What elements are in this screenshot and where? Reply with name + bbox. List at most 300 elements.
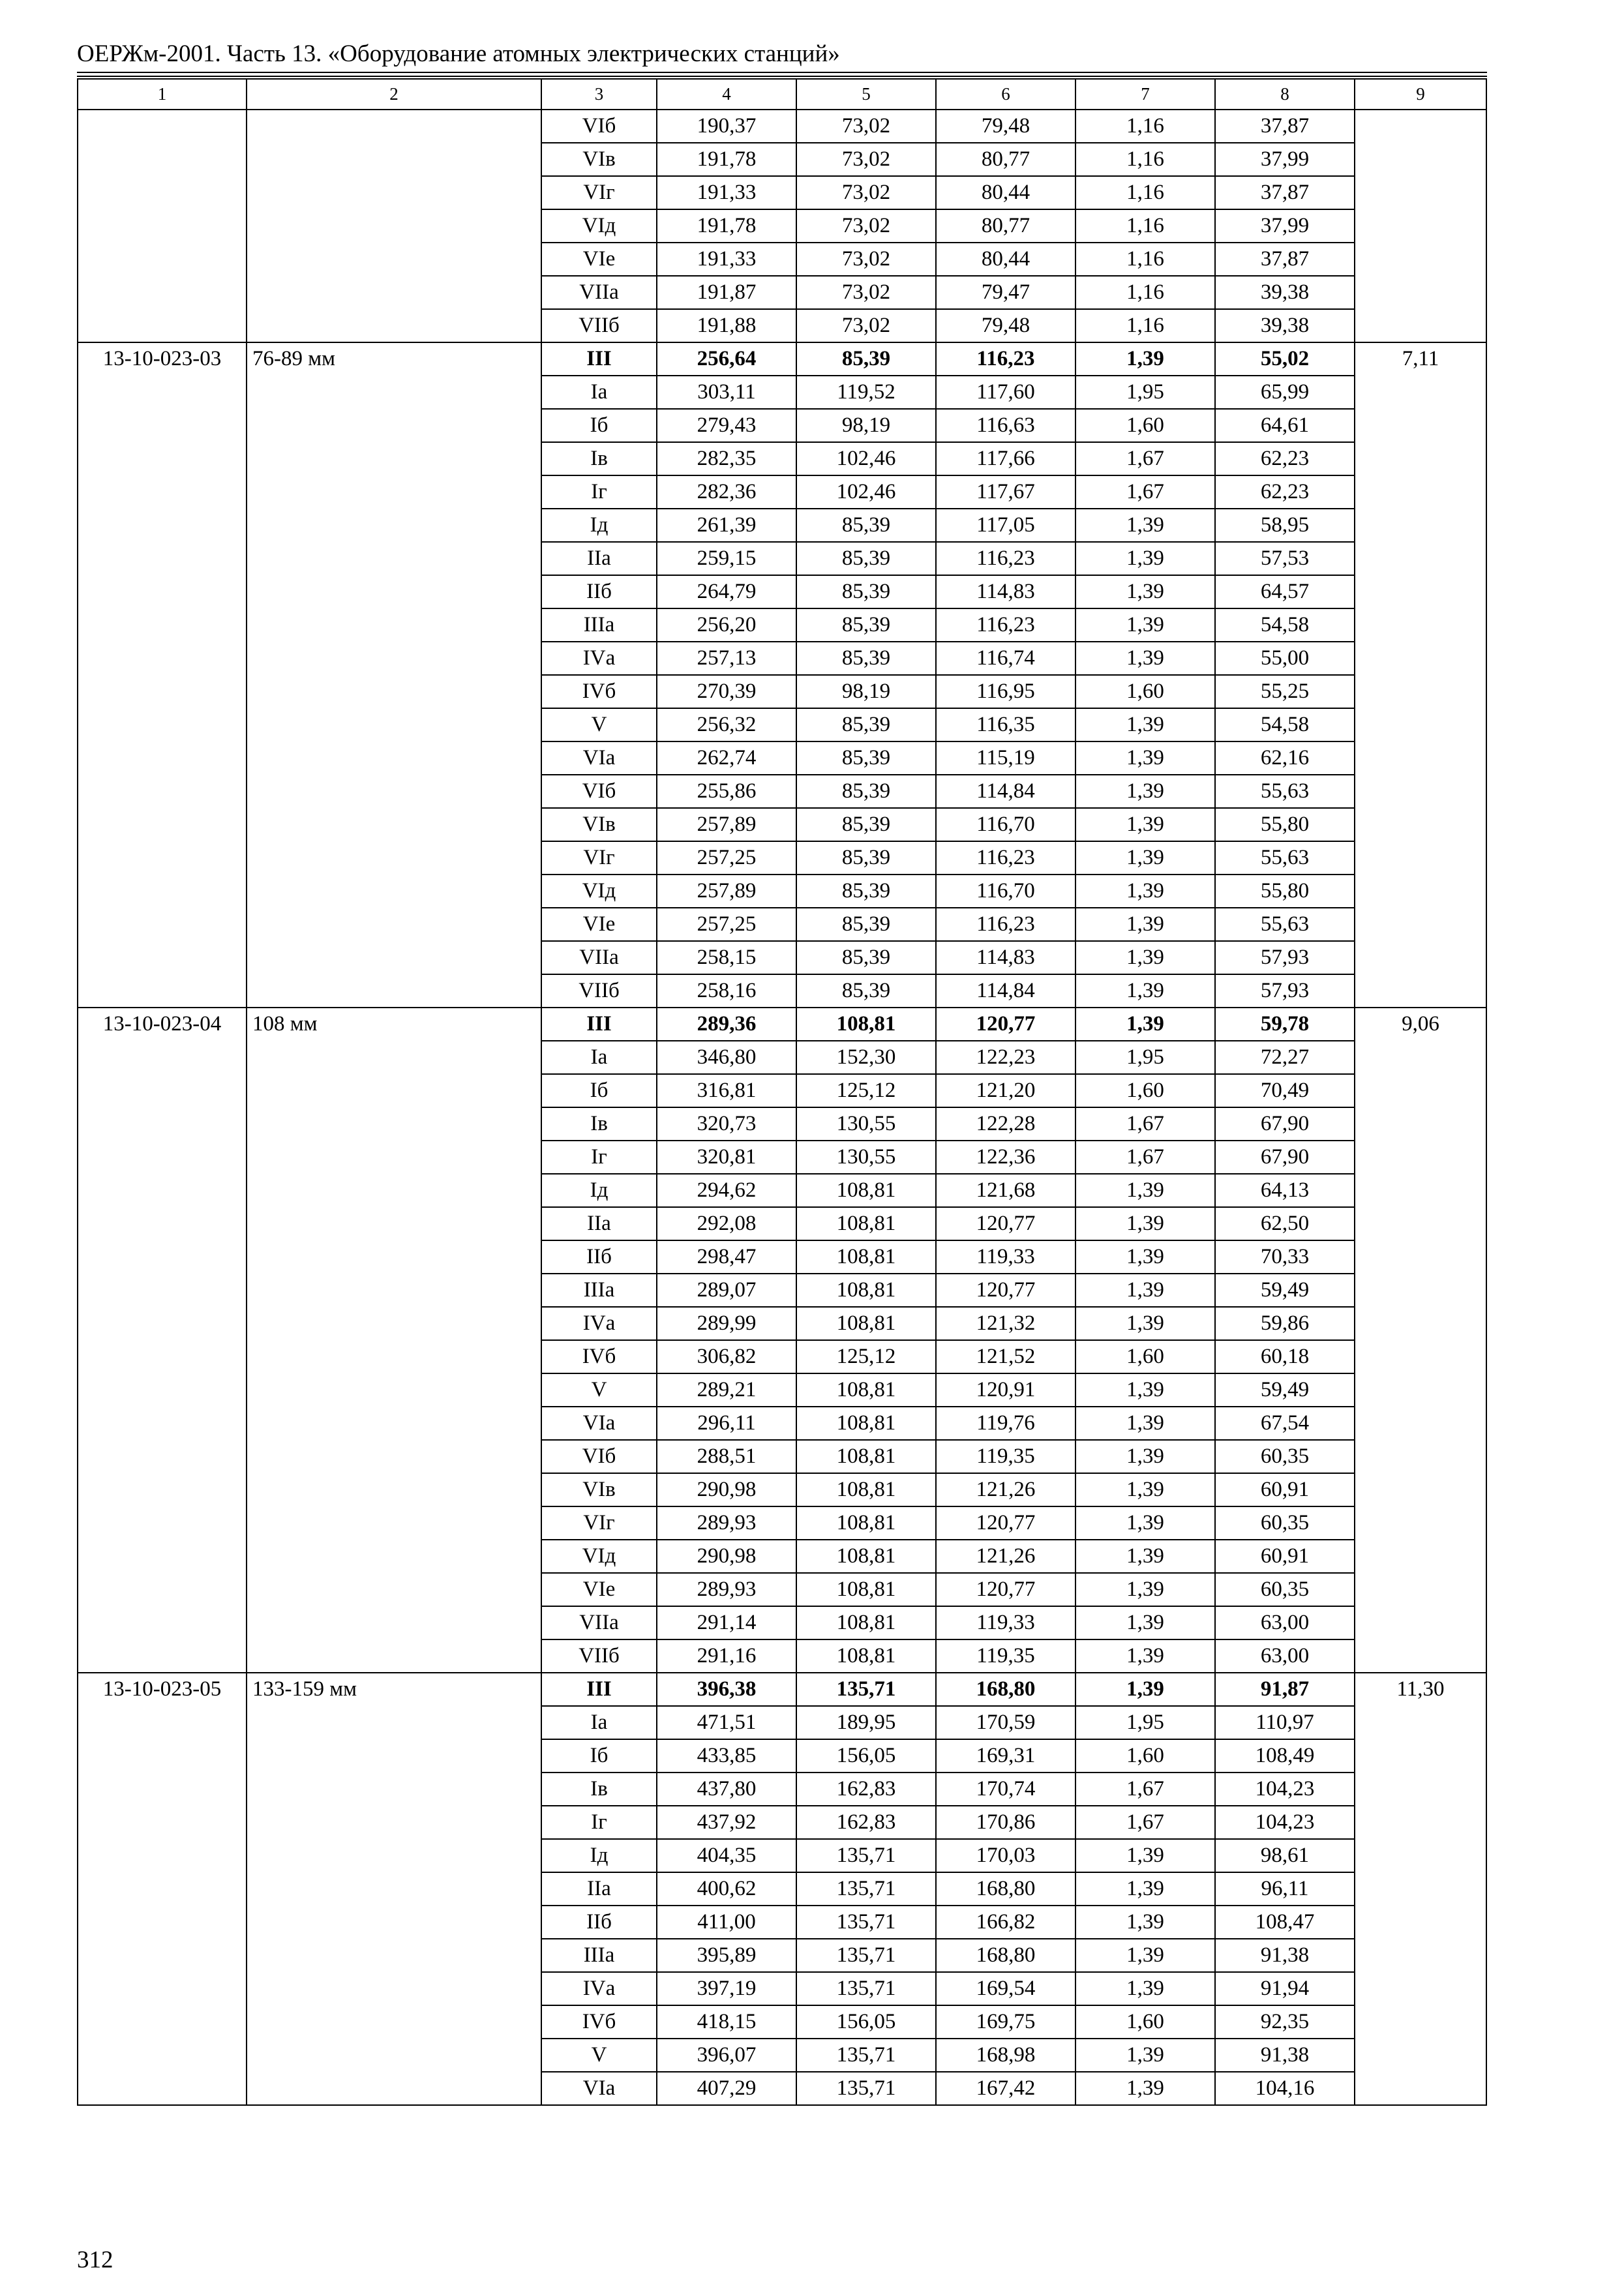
value-cell-c4: 257,25 <box>657 908 796 941</box>
table-row <box>78 110 1486 143</box>
code-cell <box>78 608 247 642</box>
name-cell <box>247 1540 541 1573</box>
code-cell <box>78 808 247 841</box>
value-cell-c5: 85,39 <box>796 808 936 841</box>
value-cell-c8: 72,27 <box>1215 1041 1355 1074</box>
col9-cell <box>1355 2005 1486 2039</box>
value-cell-c6: 117,05 <box>936 509 1075 542</box>
value-cell-c3: IVа <box>541 1307 657 1340</box>
name-cell <box>247 475 541 509</box>
code-cell <box>78 176 247 209</box>
value-cell-c8: 67,54 <box>1215 1407 1355 1440</box>
table-row <box>78 1773 1486 1806</box>
name-cell <box>247 974 541 1008</box>
table-row <box>78 2005 1486 2039</box>
table-row <box>78 1506 1486 1540</box>
value-cell-c3: VIд <box>541 875 657 908</box>
code-cell: 13-10-023-04 <box>78 1008 247 1041</box>
value-cell-c5: 98,19 <box>796 409 936 442</box>
value-cell-c8: 62,23 <box>1215 442 1355 475</box>
value-cell-c5: 98,19 <box>796 675 936 708</box>
name-cell <box>247 941 541 974</box>
code-cell <box>78 509 247 542</box>
value-cell-c7: 1,39 <box>1075 841 1215 875</box>
value-cell-c3: IIIа <box>541 1274 657 1307</box>
name-cell <box>247 2072 541 2105</box>
code-cell <box>78 309 247 342</box>
table-row <box>78 1573 1486 1606</box>
name-cell <box>247 1839 541 1872</box>
name-cell <box>247 542 541 575</box>
column-number-cell: 7 <box>1075 79 1215 110</box>
rates-table <box>77 78 1487 2106</box>
value-cell-c5: 108,81 <box>796 1307 936 1340</box>
value-cell-c5: 108,81 <box>796 1440 936 1473</box>
value-cell-c4: 306,82 <box>657 1340 796 1373</box>
value-cell-c6: 80,44 <box>936 243 1075 276</box>
col9-cell <box>1355 1839 1486 1872</box>
col9-cell <box>1355 808 1486 841</box>
col9-cell <box>1355 276 1486 309</box>
table-row <box>78 575 1486 608</box>
value-cell-c6: 121,32 <box>936 1307 1075 1340</box>
col9-cell <box>1355 974 1486 1008</box>
value-cell-c7: 1,39 <box>1075 509 1215 542</box>
value-cell-c4: 256,32 <box>657 708 796 741</box>
value-cell-c8: 110,97 <box>1215 1706 1355 1739</box>
table-row <box>78 475 1486 509</box>
table-row <box>78 176 1486 209</box>
value-cell-c7: 1,39 <box>1075 342 1215 376</box>
table-row <box>78 2072 1486 2105</box>
value-cell-c5: 108,81 <box>796 1174 936 1207</box>
value-cell-c6: 119,35 <box>936 1639 1075 1673</box>
code-cell <box>78 475 247 509</box>
value-cell-c6: 169,54 <box>936 1972 1075 2005</box>
value-cell-c4: 418,15 <box>657 2005 796 2039</box>
name-cell <box>247 1207 541 1240</box>
name-cell <box>247 708 541 741</box>
value-cell-c3: Iд <box>541 1174 657 1207</box>
col9-cell <box>1355 1174 1486 1207</box>
value-cell-c8: 55,80 <box>1215 808 1355 841</box>
code-cell <box>78 675 247 708</box>
value-cell-c7: 1,16 <box>1075 309 1215 342</box>
value-cell-c7: 1,39 <box>1075 2039 1215 2072</box>
name-cell <box>247 1074 541 1107</box>
col9-cell <box>1355 2072 1486 2105</box>
value-cell-c4: 294,62 <box>657 1174 796 1207</box>
value-cell-c5: 102,46 <box>796 442 936 475</box>
value-cell-c4: 279,43 <box>657 409 796 442</box>
value-cell-c4: 396,07 <box>657 2039 796 2072</box>
value-cell-c7: 1,95 <box>1075 1706 1215 1739</box>
value-cell-c5: 73,02 <box>796 276 936 309</box>
code-cell <box>78 1606 247 1639</box>
name-cell <box>247 642 541 675</box>
value-cell-c7: 1,39 <box>1075 1373 1215 1407</box>
value-cell-c5: 73,02 <box>796 110 936 143</box>
col9-cell <box>1355 775 1486 808</box>
col9-cell <box>1355 908 1486 941</box>
code-cell <box>78 1440 247 1473</box>
value-cell-c4: 258,15 <box>657 941 796 974</box>
value-cell-c3: IVб <box>541 2005 657 2039</box>
table-row <box>78 409 1486 442</box>
table-row <box>78 875 1486 908</box>
column-number-cell: 4 <box>657 79 796 110</box>
value-cell-c8: 67,90 <box>1215 1141 1355 1174</box>
value-cell-c6: 79,47 <box>936 276 1075 309</box>
value-cell-c5: 85,39 <box>796 642 936 675</box>
value-cell-c3: VIа <box>541 2072 657 2105</box>
code-cell <box>78 1174 247 1207</box>
name-cell <box>247 841 541 875</box>
value-cell-c3: IVб <box>541 675 657 708</box>
value-cell-c6: 114,84 <box>936 775 1075 808</box>
value-cell-c7: 1,39 <box>1075 1174 1215 1207</box>
value-cell-c6: 116,23 <box>936 342 1075 376</box>
value-cell-c3: Iг <box>541 1141 657 1174</box>
col9-cell <box>1355 1473 1486 1506</box>
value-cell-c8: 60,35 <box>1215 1506 1355 1540</box>
value-cell-c8: 104,16 <box>1215 2072 1355 2105</box>
value-cell-c6: 122,23 <box>936 1041 1075 1074</box>
value-cell-c4: 289,36 <box>657 1008 796 1041</box>
value-cell-c7: 1,67 <box>1075 1141 1215 1174</box>
code-cell <box>78 2039 247 2072</box>
value-cell-c5: 135,71 <box>796 2039 936 2072</box>
value-cell-c7: 1,39 <box>1075 1440 1215 1473</box>
col9-cell <box>1355 1573 1486 1606</box>
value-cell-c3: Iб <box>541 1739 657 1773</box>
value-cell-c5: 108,81 <box>796 1373 936 1407</box>
name-cell <box>247 376 541 409</box>
value-cell-c6: 116,74 <box>936 642 1075 675</box>
value-cell-c8: 37,87 <box>1215 243 1355 276</box>
code-cell <box>78 1939 247 1972</box>
value-cell-c7: 1,60 <box>1075 2005 1215 2039</box>
value-cell-c4: 303,11 <box>657 376 796 409</box>
value-cell-c5: 108,81 <box>796 1008 936 1041</box>
col9-cell <box>1355 1806 1486 1839</box>
col9-cell <box>1355 1773 1486 1806</box>
value-cell-c5: 156,05 <box>796 2005 936 2039</box>
value-cell-c3: VIб <box>541 775 657 808</box>
value-cell-c4: 288,51 <box>657 1440 796 1473</box>
value-cell-c6: 168,80 <box>936 1673 1075 1706</box>
column-number-cell: 8 <box>1215 79 1355 110</box>
value-cell-c7: 1,39 <box>1075 575 1215 608</box>
value-cell-c7: 1,39 <box>1075 1207 1215 1240</box>
value-cell-c7: 1,39 <box>1075 708 1215 741</box>
value-cell-c6: 116,23 <box>936 542 1075 575</box>
value-cell-c5: 135,71 <box>796 1972 936 2005</box>
value-cell-c3: VIг <box>541 841 657 875</box>
table-row <box>78 442 1486 475</box>
column-number-cell: 2 <box>247 79 541 110</box>
value-cell-c8: 67,90 <box>1215 1107 1355 1141</box>
col9-cell <box>1355 1606 1486 1639</box>
value-cell-c6: 116,23 <box>936 841 1075 875</box>
value-cell-c5: 135,71 <box>796 1906 936 1939</box>
value-cell-c4: 296,11 <box>657 1407 796 1440</box>
value-cell-c4: 290,98 <box>657 1473 796 1506</box>
table-row <box>78 808 1486 841</box>
name-cell <box>247 276 541 309</box>
value-cell-c5: 108,81 <box>796 1274 936 1307</box>
value-cell-c4: 264,79 <box>657 575 796 608</box>
value-cell-c6: 116,63 <box>936 409 1075 442</box>
value-cell-c4: 262,74 <box>657 741 796 775</box>
value-cell-c5: 108,81 <box>796 1207 936 1240</box>
value-cell-c8: 70,33 <box>1215 1240 1355 1274</box>
value-cell-c6: 121,20 <box>936 1074 1075 1107</box>
value-cell-c7: 1,39 <box>1075 608 1215 642</box>
value-cell-c6: 117,60 <box>936 376 1075 409</box>
col9-cell <box>1355 1307 1486 1340</box>
value-cell-c7: 1,39 <box>1075 1972 1215 2005</box>
value-cell-c8: 57,93 <box>1215 974 1355 1008</box>
value-cell-c8: 62,50 <box>1215 1207 1355 1240</box>
value-cell-c4: 191,88 <box>657 309 796 342</box>
value-cell-c6: 122,28 <box>936 1107 1075 1141</box>
value-cell-c5: 102,46 <box>796 475 936 509</box>
value-cell-c6: 119,33 <box>936 1240 1075 1274</box>
value-cell-c4: 289,93 <box>657 1573 796 1606</box>
code-cell <box>78 1240 247 1274</box>
col9-cell: 11,30 <box>1355 1673 1486 1706</box>
col9-cell <box>1355 309 1486 342</box>
value-cell-c7: 1,39 <box>1075 1906 1215 1939</box>
value-cell-c8: 64,57 <box>1215 575 1355 608</box>
value-cell-c3: III <box>541 342 657 376</box>
value-cell-c4: 257,13 <box>657 642 796 675</box>
col9-cell <box>1355 1074 1486 1107</box>
name-cell: 133-159 мм <box>247 1673 541 1706</box>
code-cell <box>78 1473 247 1506</box>
name-cell <box>247 1240 541 1274</box>
value-cell-c8: 108,47 <box>1215 1906 1355 1939</box>
value-cell-c3: VIIб <box>541 974 657 1008</box>
value-cell-c8: 54,58 <box>1215 608 1355 642</box>
name-cell <box>247 741 541 775</box>
value-cell-c3: V <box>541 2039 657 2072</box>
table-row <box>78 1440 1486 1473</box>
table-row <box>78 1473 1486 1506</box>
code-cell <box>78 1706 247 1739</box>
value-cell-c4: 397,19 <box>657 1972 796 2005</box>
value-cell-c7: 1,39 <box>1075 542 1215 575</box>
name-cell <box>247 1373 541 1407</box>
code-cell <box>78 941 247 974</box>
value-cell-c7: 1,39 <box>1075 1839 1215 1872</box>
value-cell-c5: 135,71 <box>796 1939 936 1972</box>
value-cell-c5: 85,39 <box>796 908 936 941</box>
code-cell <box>78 1307 247 1340</box>
name-cell <box>247 908 541 941</box>
value-cell-c4: 433,85 <box>657 1739 796 1773</box>
column-number-cell: 9 <box>1355 79 1486 110</box>
value-cell-c3: Iа <box>541 1706 657 1739</box>
name-cell <box>247 1606 541 1639</box>
value-cell-c8: 70,49 <box>1215 1074 1355 1107</box>
value-cell-c3: Iд <box>541 1839 657 1872</box>
value-cell-c6: 79,48 <box>936 110 1075 143</box>
value-cell-c3: VIд <box>541 209 657 243</box>
value-cell-c4: 255,86 <box>657 775 796 808</box>
value-cell-c3: VIа <box>541 1407 657 1440</box>
table-row <box>78 1174 1486 1207</box>
value-cell-c8: 63,00 <box>1215 1639 1355 1673</box>
column-number-cell: 5 <box>796 79 936 110</box>
value-cell-c7: 1,16 <box>1075 243 1215 276</box>
value-cell-c6: 116,23 <box>936 908 1075 941</box>
value-cell-c4: 396,38 <box>657 1673 796 1706</box>
name-cell <box>247 1041 541 1074</box>
name-cell <box>247 1806 541 1839</box>
value-cell-c7: 1,60 <box>1075 675 1215 708</box>
code-cell <box>78 875 247 908</box>
col9-cell <box>1355 475 1486 509</box>
table-row <box>78 841 1486 875</box>
value-cell-c3: Iг <box>541 475 657 509</box>
col9-cell <box>1355 1872 1486 1906</box>
value-cell-c3: VIIб <box>541 309 657 342</box>
value-cell-c4: 256,20 <box>657 608 796 642</box>
value-cell-c6: 121,52 <box>936 1340 1075 1373</box>
value-cell-c8: 57,53 <box>1215 542 1355 575</box>
value-cell-c5: 189,95 <box>796 1706 936 1739</box>
value-cell-c5: 162,83 <box>796 1806 936 1839</box>
value-cell-c4: 259,15 <box>657 542 796 575</box>
value-cell-c3: VIв <box>541 143 657 176</box>
value-cell-c4: 346,80 <box>657 1041 796 1074</box>
value-cell-c5: 108,81 <box>796 1240 936 1274</box>
value-cell-c7: 1,16 <box>1075 110 1215 143</box>
value-cell-c7: 1,67 <box>1075 1806 1215 1839</box>
value-cell-c4: 395,89 <box>657 1939 796 1972</box>
value-cell-c6: 120,77 <box>936 1573 1075 1606</box>
col9-cell <box>1355 1373 1486 1407</box>
col9-cell <box>1355 708 1486 741</box>
value-cell-c7: 1,39 <box>1075 1240 1215 1274</box>
value-cell-c7: 1,39 <box>1075 1540 1215 1573</box>
value-cell-c5: 135,71 <box>796 1872 936 1906</box>
col9-cell <box>1355 1407 1486 1440</box>
value-cell-c3: VIб <box>541 1440 657 1473</box>
value-cell-c3: VIе <box>541 1573 657 1606</box>
value-cell-c3: VIв <box>541 1473 657 1506</box>
table-row <box>78 1274 1486 1307</box>
value-cell-c8: 55,80 <box>1215 875 1355 908</box>
name-cell <box>247 775 541 808</box>
rates-table-body <box>78 79 1486 2105</box>
value-cell-c6: 119,76 <box>936 1407 1075 1440</box>
table-row <box>78 1706 1486 1739</box>
value-cell-c7: 1,16 <box>1075 209 1215 243</box>
value-cell-c6: 117,67 <box>936 475 1075 509</box>
value-cell-c5: 108,81 <box>796 1473 936 1506</box>
value-cell-c8: 54,58 <box>1215 708 1355 741</box>
name-cell <box>247 1739 541 1773</box>
value-cell-c3: VIг <box>541 1506 657 1540</box>
name-cell <box>247 1307 541 1340</box>
value-cell-c3: VIа <box>541 741 657 775</box>
value-cell-c4: 437,80 <box>657 1773 796 1806</box>
value-cell-c5: 73,02 <box>796 176 936 209</box>
code-cell <box>78 1739 247 1773</box>
value-cell-c4: 290,98 <box>657 1540 796 1573</box>
value-cell-c4: 289,99 <box>657 1307 796 1340</box>
value-cell-c8: 59,49 <box>1215 1274 1355 1307</box>
value-cell-c3: Iб <box>541 409 657 442</box>
value-cell-c4: 257,89 <box>657 875 796 908</box>
value-cell-c5: 85,39 <box>796 542 936 575</box>
value-cell-c5: 135,71 <box>796 1839 936 1872</box>
value-cell-c7: 1,39 <box>1075 1008 1215 1041</box>
name-cell <box>247 2005 541 2039</box>
value-cell-c5: 85,39 <box>796 708 936 741</box>
value-cell-c5: 85,39 <box>796 608 936 642</box>
table-row <box>78 1906 1486 1939</box>
value-cell-c4: 404,35 <box>657 1839 796 1872</box>
value-cell-c5: 130,55 <box>796 1141 936 1174</box>
table-row <box>78 342 1486 376</box>
table-row <box>78 376 1486 409</box>
value-cell-c8: 59,49 <box>1215 1373 1355 1407</box>
value-cell-c3: IIб <box>541 575 657 608</box>
value-cell-c4: 291,16 <box>657 1639 796 1673</box>
name-cell <box>247 1340 541 1373</box>
value-cell-c5: 85,39 <box>796 941 936 974</box>
value-cell-c8: 37,99 <box>1215 209 1355 243</box>
value-cell-c8: 60,18 <box>1215 1340 1355 1373</box>
value-cell-c7: 1,67 <box>1075 442 1215 475</box>
value-cell-c3: VIIб <box>541 1639 657 1673</box>
column-number-cell: 1 <box>78 79 247 110</box>
col9-cell <box>1355 1639 1486 1673</box>
value-cell-c7: 1,39 <box>1075 1872 1215 1906</box>
col9-cell <box>1355 2039 1486 2072</box>
name-cell <box>247 1274 541 1307</box>
value-cell-c3: Iг <box>541 1806 657 1839</box>
value-cell-c6: 169,75 <box>936 2005 1075 2039</box>
header-rule-bottom <box>77 76 1487 77</box>
value-cell-c6: 114,83 <box>936 941 1075 974</box>
value-cell-c4: 289,93 <box>657 1506 796 1540</box>
table-row <box>78 1207 1486 1240</box>
value-cell-c6: 120,77 <box>936 1274 1075 1307</box>
value-cell-c6: 168,80 <box>936 1872 1075 1906</box>
value-cell-c6: 117,66 <box>936 442 1075 475</box>
name-cell <box>247 1639 541 1673</box>
value-cell-c5: 125,12 <box>796 1074 936 1107</box>
value-cell-c8: 37,87 <box>1215 176 1355 209</box>
value-cell-c4: 298,47 <box>657 1240 796 1274</box>
name-cell: 76-89 мм <box>247 342 541 376</box>
code-cell <box>78 1107 247 1141</box>
name-cell <box>247 875 541 908</box>
value-cell-c5: 162,83 <box>796 1773 936 1806</box>
table-row <box>78 143 1486 176</box>
value-cell-c5: 135,71 <box>796 1673 936 1706</box>
value-cell-c3: VIIа <box>541 1606 657 1639</box>
value-cell-c7: 1,60 <box>1075 1739 1215 1773</box>
value-cell-c6: 121,68 <box>936 1174 1075 1207</box>
code-cell <box>78 1839 247 1872</box>
value-cell-c7: 1,39 <box>1075 1506 1215 1540</box>
